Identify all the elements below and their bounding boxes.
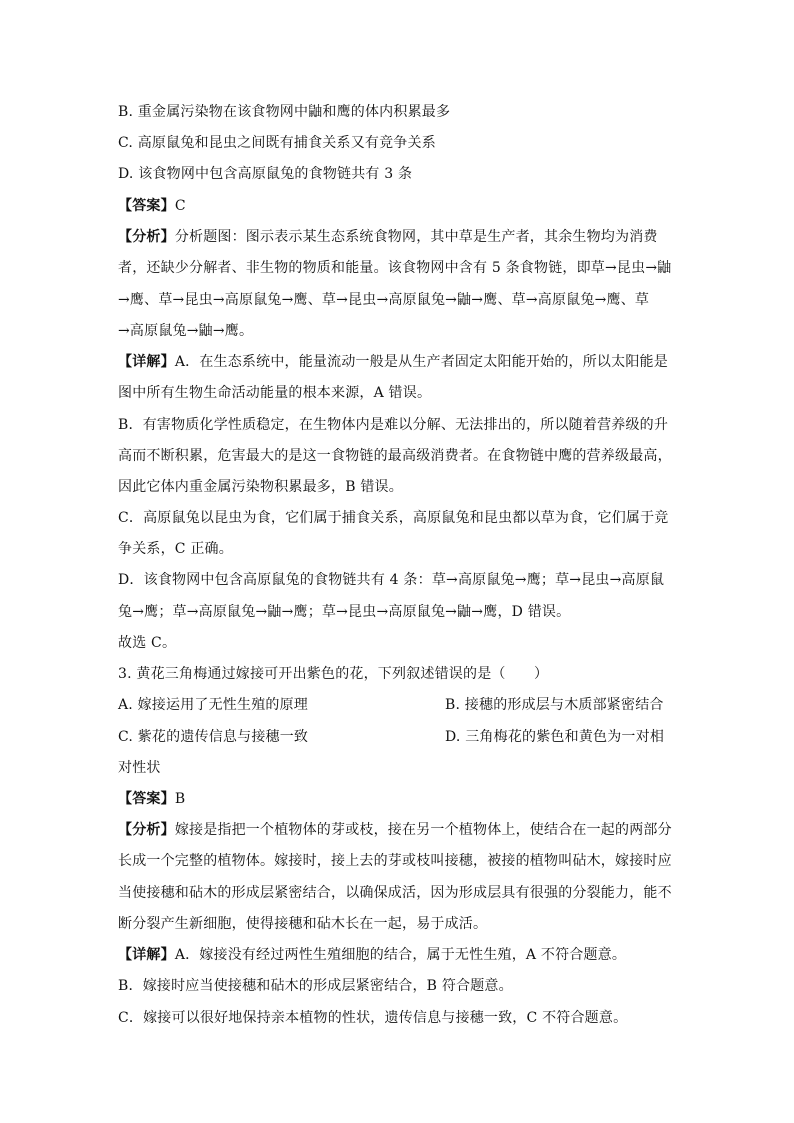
- q2-detail-line-4: 高而不断积累，危害最大的是这一食物链的最高级消费者。在食物链中鹰的营养级最高，: [118, 448, 672, 464]
- q2-detail-line-8: D．该食物网中包含高原鼠兔的食物链共有 4 条：草→高原鼠兔→鹰；草→昆虫→高原鼠: [118, 572, 665, 588]
- detail-text: A．嫁接没有经过两性生殖细胞的结合，属于无性生殖，A 不符合题意。: [174, 947, 627, 963]
- q3-analysis-line-1: [118, 821, 672, 839]
- answer-tag: 【答案】: [118, 791, 175, 807]
- detail-tag: 【详解】: [118, 354, 175, 370]
- analysis-tag: 【分析】: [118, 822, 175, 838]
- q2-option-d: D. 该食物网中包含高原鼠兔的食物链共有 3 条: [118, 166, 413, 182]
- q2-option-b: B. 重金属污染物在该食物网中鼬和鹰的体内积累最多: [118, 104, 451, 120]
- q2-detail-line-5: 因此它体内重金属污染物积累最多，B 错误。: [118, 479, 403, 495]
- q2-answer: [118, 197, 186, 215]
- detail-tag: 【详解】: [118, 947, 175, 963]
- q3-analysis-line-4: 断分裂产生新细胞，使得接穗和砧木长在一起，易于成活。: [118, 916, 488, 932]
- q2-detail-line-2: 图中所有生物生命活动能量的根本来源，A 错误。: [118, 385, 432, 401]
- answer-value: B: [174, 791, 186, 807]
- q3-option-b: B. 接穗的形成层与木质部紧密结合: [445, 697, 664, 713]
- q2-detail-line-1: [118, 353, 668, 371]
- q3-option-c: C. 紫花的遗传信息与接穗一致: [118, 729, 309, 745]
- q2-conclusion: 故选 C。: [118, 635, 177, 651]
- q2-detail-line-6: C．高原鼠兔以昆虫为食，它们属于捕食关系，高原鼠兔和昆虫都以草为食，它们属于竞: [118, 510, 669, 526]
- q3-detail-line-3: C．嫁接可以很好地保持亲本植物的性状，遗传信息与接穗一致，C 不符合题意。: [118, 1010, 628, 1026]
- answer-value: C: [174, 198, 186, 214]
- q3-analysis-line-3: 当使接穗和砧木的形成层紧密结合，以确保成活，因为形成层具有很强的分裂能力，能不: [118, 885, 672, 901]
- analysis-tag: 【分析】: [118, 229, 175, 245]
- q2-analysis-line-1: [118, 228, 658, 246]
- q2-detail-line-7: 争关系，C 正确。: [118, 541, 233, 557]
- q2-detail-line-9: 兔→鹰；草→高原鼠兔→鼬→鹰；草→昆虫→高原鼠兔→鼬→鹰，D 错误。: [118, 604, 571, 620]
- q2-detail-line-3: B．有害物质化学性质稳定，在生物体内是难以分解、无法排出的，所以随着营养级的升: [118, 417, 669, 433]
- q2-analysis-line-4: →高原鼠兔→鼬→鹰。: [118, 323, 254, 339]
- q3-option-d-continued: 对性状: [118, 760, 161, 776]
- q3-analysis-line-2: 长成一个完整的植物体。嫁接时，接上去的芽或枝叫接穗，被接的植物叫砧木，嫁接时应: [118, 853, 672, 869]
- analysis-text: 分析题图：图示表示某生态系统食物网，其中草是生产者，其余生物均为消费: [174, 229, 658, 245]
- q3-detail-line-2: B．嫁接时应当使接穗和砧木的形成层紧密结合，B 符合题意。: [118, 978, 513, 994]
- q3-detail-line-1: [118, 946, 626, 964]
- q3-option-a: A. 嫁接运用了无性生殖的原理: [118, 697, 309, 713]
- q3-stem: 3. 黄花三角梅通过嫁接可开出紫色的花，下列叙述错误的是（ ）: [118, 666, 549, 682]
- q2-analysis-line-3: →鹰、草→昆虫→高原鼠兔→鹰、草→昆虫→高原鼠兔→鼬→鹰、草→高原鼠兔→鹰、草: [118, 292, 650, 308]
- q3-option-d: D. 三角梅花的紫色和黄色为一对相: [445, 729, 665, 745]
- answer-tag: 【答案】: [118, 198, 175, 214]
- q2-option-c: C. 高原鼠兔和昆虫之间既有捕食关系又有竞争关系: [118, 135, 436, 151]
- analysis-text: 嫁接是指把一个植物体的芽或枝，接在另一个植物体上，使结合在一起的两部分: [174, 822, 672, 838]
- q3-answer: [118, 790, 185, 808]
- detail-text: A．在生态系统中，能量流动一般是从生产者固定太阳能开始的，所以太阳能是: [174, 354, 668, 370]
- q2-analysis-line-2: 者，还缺少分解者、非生物的物质和能量。该食物网中含有 5 条食物链，即草→昆虫→鼬: [118, 260, 672, 276]
